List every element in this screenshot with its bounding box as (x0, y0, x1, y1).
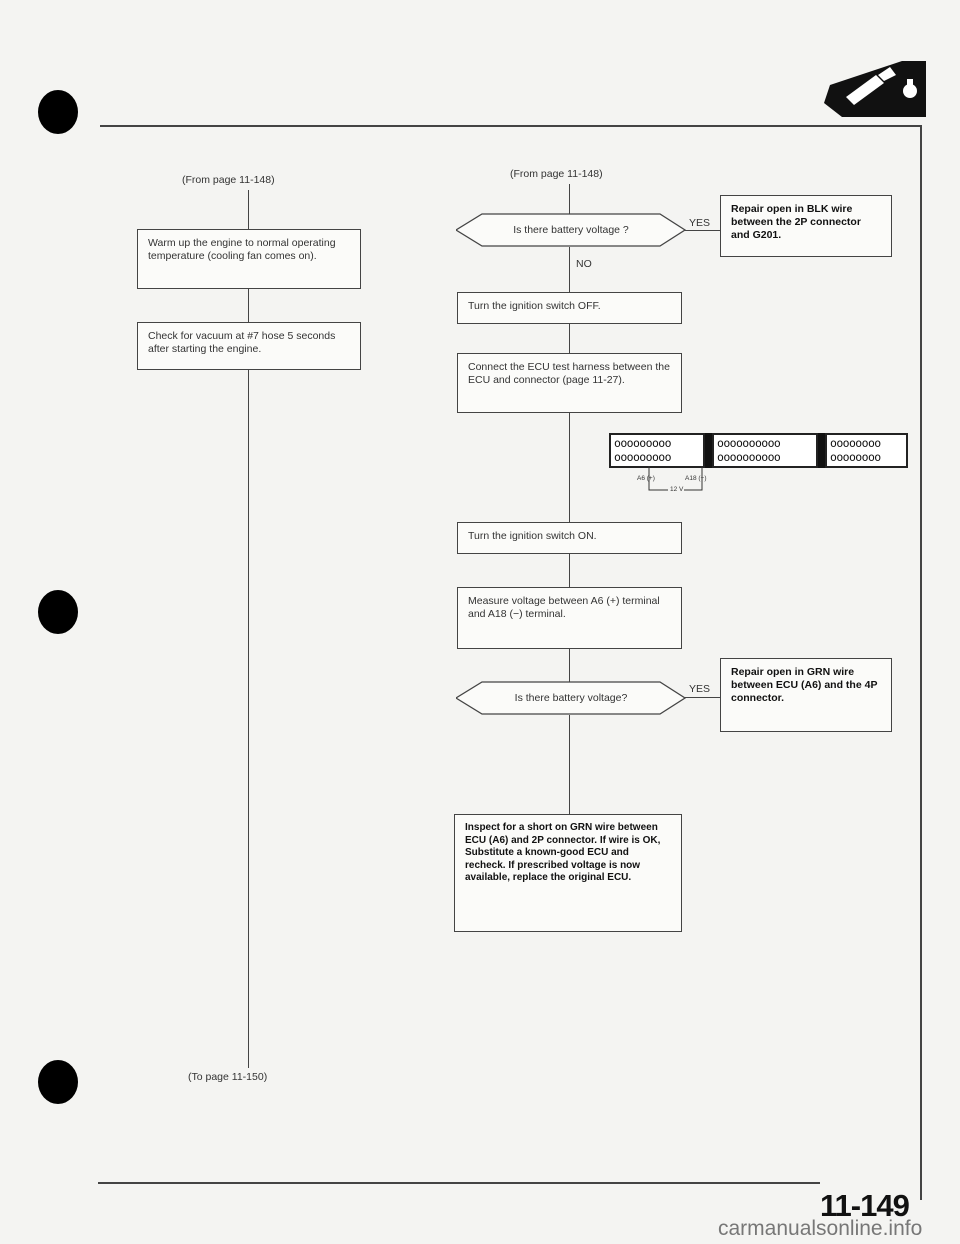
terminal-a6-label: A6 (+) (637, 475, 655, 482)
fuel-system-section-icon (818, 45, 930, 125)
right-rule (920, 125, 922, 1200)
warm-up-step: Warm up the engine to normal operating temperature (cooling fan comes on). (137, 229, 361, 289)
connector-line (248, 370, 249, 1068)
ref-from-right: (From page 11-148) (510, 168, 603, 180)
connector-line (569, 715, 570, 815)
binding-hole (38, 1060, 78, 1104)
repair-blk-wire: Repair open in BLK wire between the 2P connector and G201. (720, 195, 892, 257)
connector-line (248, 190, 249, 230)
connector-line (569, 324, 570, 354)
decision-1-yes: YES (689, 217, 711, 229)
turn-off-step: Turn the ignition switch OFF. (457, 292, 682, 324)
decision-1-question: Is there battery voltage ? (513, 224, 629, 236)
connector-line (569, 649, 570, 682)
decision-1-no: NO (576, 258, 592, 270)
connector-line (569, 413, 570, 523)
voltage-12v-label: 12 V (670, 486, 684, 493)
connector-line (569, 247, 570, 293)
inspect-short-step: Inspect for a short on GRN wire between ECU (A6) and 2P connector. If wire is OK, Substitute a known-good ECU and recheck. If prescribed voltage is now available, replace the original ECU. (454, 814, 682, 932)
binding-hole (38, 590, 78, 634)
connector-line (569, 184, 570, 214)
top-rule (100, 125, 920, 127)
yes-line (685, 230, 721, 231)
connect-harness-step: Connect the ECU test harness between the ECU and connector (page 11-27). (457, 353, 682, 413)
bottom-rule (98, 1182, 820, 1184)
connector-line (248, 289, 249, 323)
terminal-a18-label: A18 (−) (685, 475, 707, 482)
ecu-connector-divider (705, 433, 712, 468)
vacuum-check-step: Check for vacuum at #7 hose 5 seconds after starting the engine. (137, 322, 361, 370)
ecu-connector-segment-c: oooooooo oooooooo (825, 433, 908, 468)
page-number: 11-149 (820, 1188, 909, 1223)
repair-grn-wire: Repair open in GRN wire between ECU (A6) and the 4P connector. (720, 658, 892, 732)
ecu-connector-segment-a: ooooooooo ooooooooo (609, 433, 705, 468)
ref-to-left: (To page 11-150) (188, 1071, 268, 1083)
ecu-connector-divider (818, 433, 825, 468)
yes-line (685, 697, 721, 698)
decision-2-question: Is there battery voltage? (514, 692, 628, 704)
turn-on-step: Turn the ignition switch ON. (457, 522, 682, 554)
connector-line (569, 554, 570, 588)
decision-2-yes: YES (689, 683, 711, 695)
ref-from-left: (From page 11-148) (182, 174, 275, 186)
binding-hole (38, 90, 78, 134)
ecu-connector-segment-b: oooooooooo oooooooooo (712, 433, 818, 468)
watermark: carmanualsonline.info (718, 1217, 923, 1240)
measure-voltage-step: Measure voltage between A6 (+) terminal and A18 (−) terminal. (457, 587, 682, 649)
